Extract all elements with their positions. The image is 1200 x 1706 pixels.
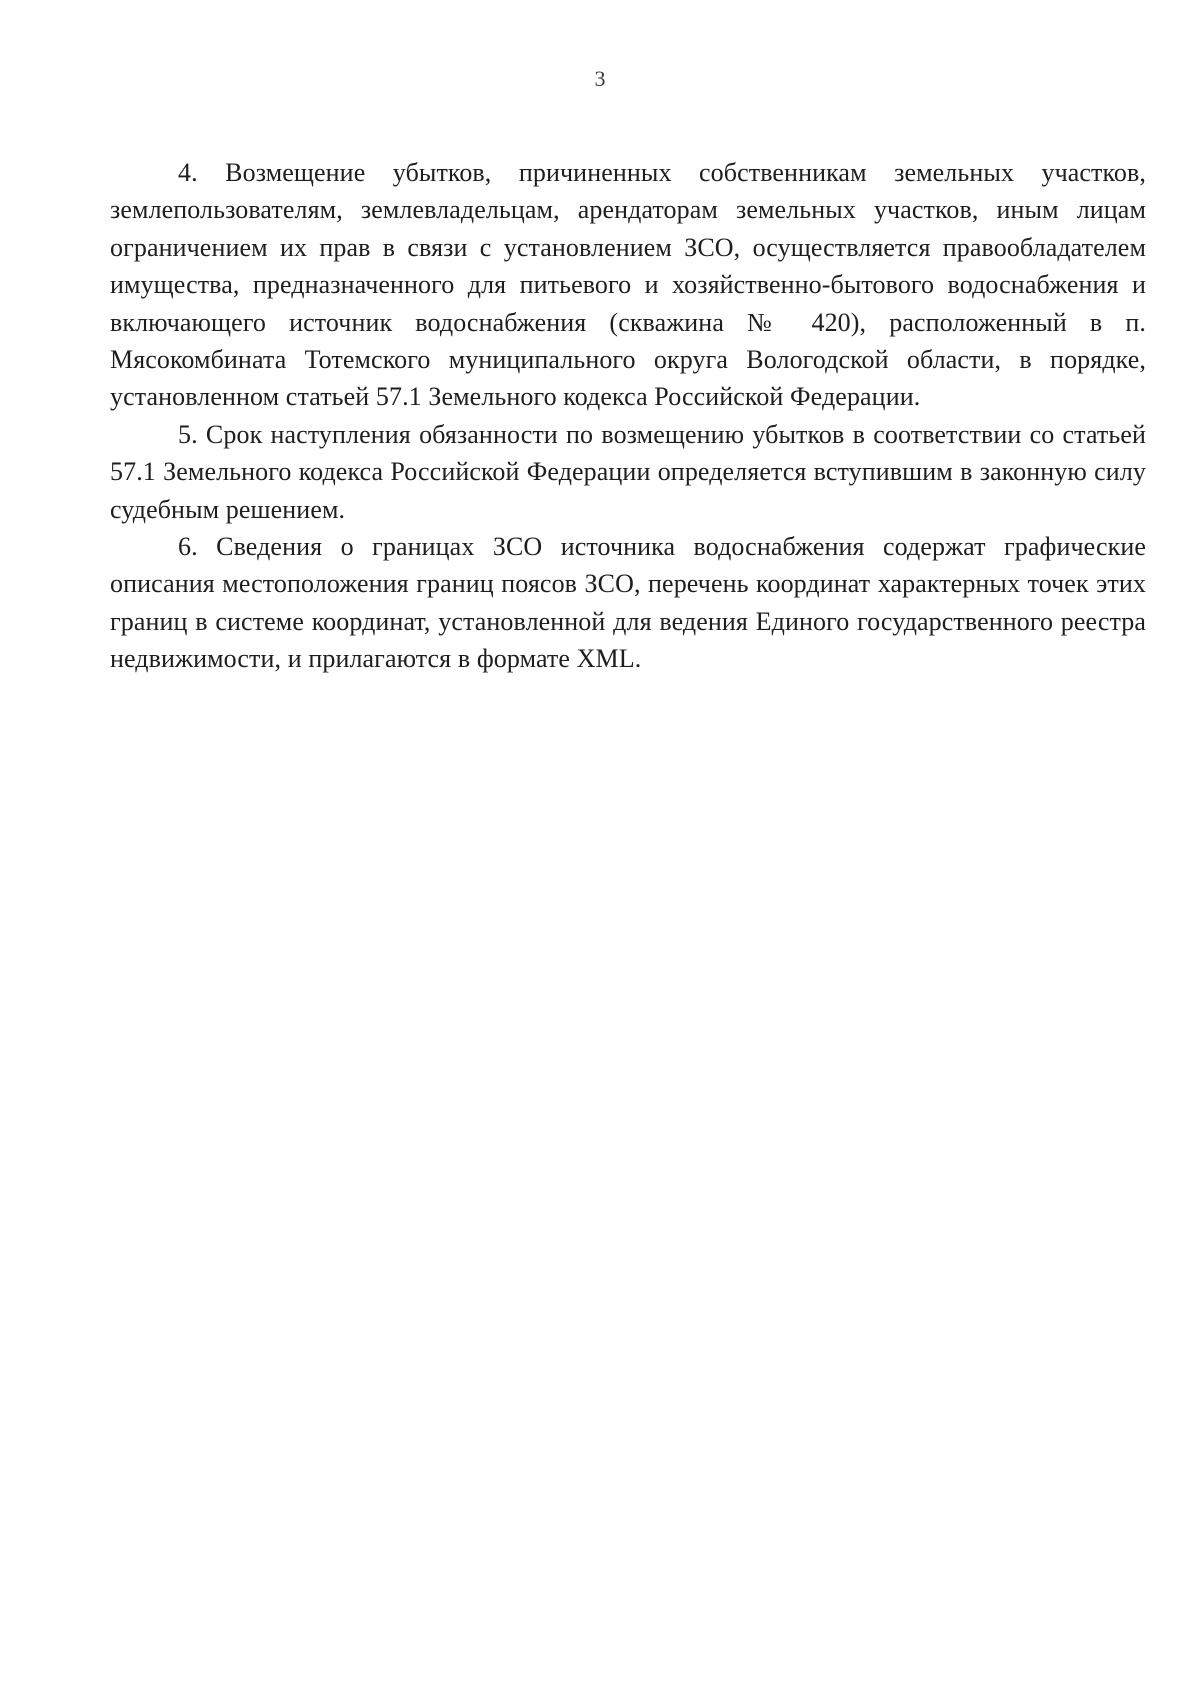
page-number: 3: [594, 66, 606, 91]
document-body: [110, 154, 1146, 678]
paragraph-4-compensation: 4. Возмещение убытков, причиненных собственникам земельных участков, землепользователям, землевладельцам, арендаторам земельных участков, иным лицам ограничением их прав в связи с установлением ЗСО, осуществляется правообладателем имущества, предназначенного для питьевого и хозяйственно-бытового водоснабжения и включающего источник водоснабжения (скважина № 420), расположенный в п. Мясокомбината Тотемского муниципального округа Вологодской области, в порядке, установленном статьей 57.1 Земельного кодекса Российской Федерации.: [110, 158, 1146, 412]
paragraph-5-term: 5. Срок наступления обязанности по возмещению убытков в соответствии со статьей 57.1 Земельного кодекса Российской Федерации определяется вступившим в законную силу судебным решением.: [110, 419, 1146, 524]
paragraph-6-boundaries: 6. Сведения о границах ЗСО источника водоснабжения содержат графические описания местоположения границ поясов ЗСО, перечень координат характерных точек этих границ в системе координат, установленной для ведения Единого государственного реестра недвижимости, и прилагаются в формате XML.: [110, 532, 1146, 674]
